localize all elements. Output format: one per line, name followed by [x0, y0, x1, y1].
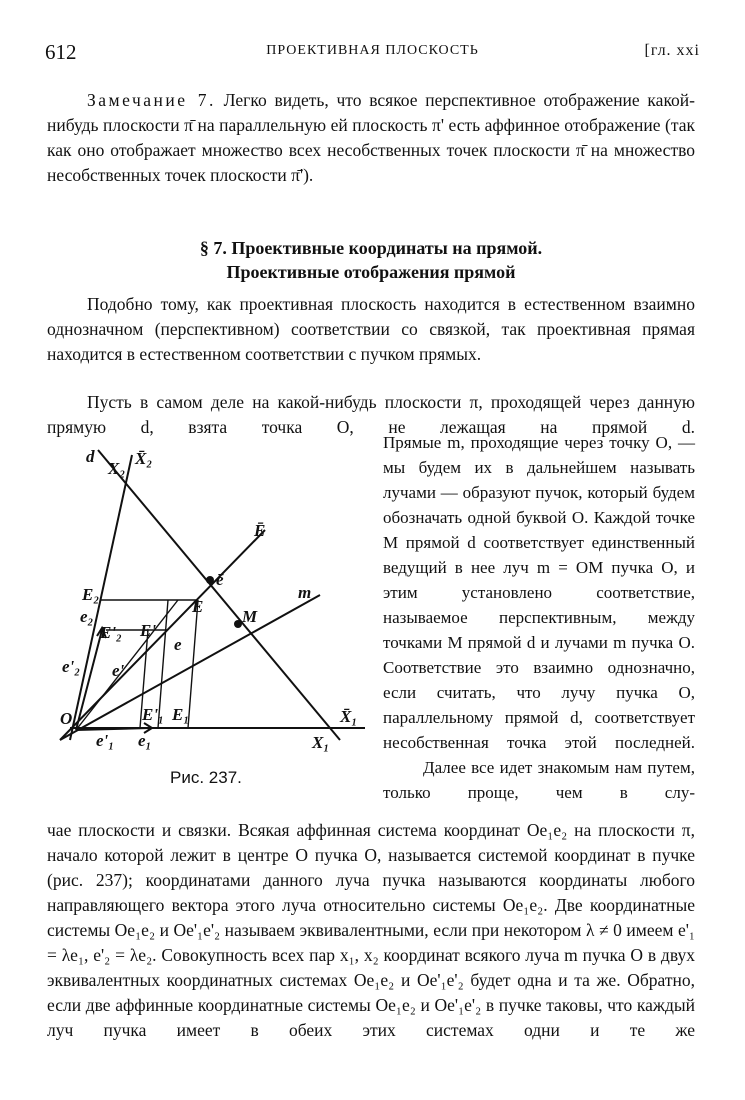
label-m-point: M: [242, 607, 258, 626]
label-e-prime: E': [140, 621, 157, 640]
label-e-vector: e: [174, 635, 182, 654]
paragraph-3-start: Далее все идет знакомым нам путем, только проще, чем в слу-: [383, 758, 695, 802]
label-origin: O: [60, 709, 73, 728]
label-x1: X₁: [312, 733, 330, 752]
label-e2: E₂: [82, 585, 100, 604]
remark-paragraph: [47, 88, 695, 188]
label-ebar-point: ē: [216, 570, 224, 589]
paragraph-1-block: [47, 292, 695, 367]
label-e2-prime: E'₂: [100, 623, 122, 642]
label-x2bar: X̄₂: [135, 449, 153, 468]
page-number: 612: [45, 40, 77, 64]
figure-237-diagram: [40, 440, 380, 770]
paragraph-3-continued: чае плоскости и связки. Всякая аффинная система координат Oe₁e₂ на плоскости π, начало которой лежит в центре O пучка O, называется системой координат в пучке (рис. 237); координатами данного луча пучка называются координаты любого направляющего вектора этого луча относительно системы Oe₁e₂. Две координатные системы Oe₁e₂ и Oe'₁e'₂ называем эквивалентными, если при некотором λ ≠ 0 имеем e'₁ = λe₁, e'₂ = λe₂. Совокупность всех пар x₁, x₂ координат всякого луча m пучка O в двух эквивалентных координатных системах Oe₁e₂ и Oe'₁e'₂ будет одна и та же. Обратно, если две аффинные координатные системы Oe₁e₂ и Oe'₁e'₂ в пучке таковы, что каждый луч пучка имеет в обеих этих системах одни и те же: [47, 820, 695, 1040]
point-m: [234, 620, 242, 628]
remark-7: [47, 88, 695, 188]
running-head: [45, 40, 700, 66]
point-ebar: [206, 576, 214, 584]
paragraph-3-block: [47, 818, 695, 1043]
paragraph-2-intro: Пусть в самом деле на какой-нибудь плоскости π, проходящей через данную прямую d, взята точка O, не лежащая на прямой d.: [47, 392, 695, 437]
label-ep-vector: e': [112, 661, 125, 680]
right-column-text: [383, 430, 695, 805]
label-e: E: [192, 597, 204, 616]
section-heading: [47, 236, 695, 284]
remark-text: Легко видеть, что всякое перспективное отображение какой-нибудь плоскости π̄ на параллельную ей плоскость π' есть аффинное отображение (так как оно отображает множество всех несобственных точек плоскости π̄ на множество несобственных точек плоскости π̄').: [47, 90, 695, 185]
label-d: d: [86, 447, 95, 466]
figure-237: [40, 440, 380, 770]
label-e1-prime: E'₁: [142, 705, 164, 724]
label-e1-vector: e₁: [138, 731, 152, 750]
figure-caption: Рис. 237.: [170, 768, 242, 787]
label-e1: E₁: [172, 705, 190, 724]
running-title: ПРОЕКТИВНАЯ ПЛОСКОСТЬ: [266, 43, 479, 58]
section-title-line-1: § 7. Проективные координаты на прямой.: [199, 238, 543, 258]
label-x2: X₂: [108, 459, 126, 478]
remark-label: Замечание 7.: [87, 90, 216, 110]
section-title-line-2: Проективные отображения прямой: [226, 262, 516, 282]
label-e2p-vector: e'₂: [62, 657, 81, 676]
label-e1p-vector: e'₁: [96, 731, 115, 750]
ray-m: [60, 595, 320, 740]
chapter-reference: [гл. xxi: [644, 42, 700, 59]
label-e2-vector: e₂: [80, 607, 94, 626]
label-ebar: Ē: [254, 521, 266, 540]
paragraph-1: Подобно тому, как проективная плоскость находится в естественном взаимно однозначном (перспективном) соответствии со связкой, так проективная прямая находится в естественном соответствии с пучком прямых.: [47, 294, 695, 364]
label-m: m: [298, 583, 312, 602]
paragraph-2-continued: Прямые m, проходящие через точку O, — мы будем их в дальнейшем называть лучами — образуют пучок, который будем обозначать одной буквой O. Каждой точке M прямой d соответствует единственный ведущий в нее луч m = OM пучка O, и этим установлено соответствие, называемое перспективным, между точками M прямой d и лучами m пучка O. Соответствие это взаимно однозначно, если считать, что лучу пучка O, параллельному прямой d, соответствует несобственная точка этой последней.: [383, 433, 695, 752]
label-x1bar: X̄₁: [340, 707, 358, 726]
